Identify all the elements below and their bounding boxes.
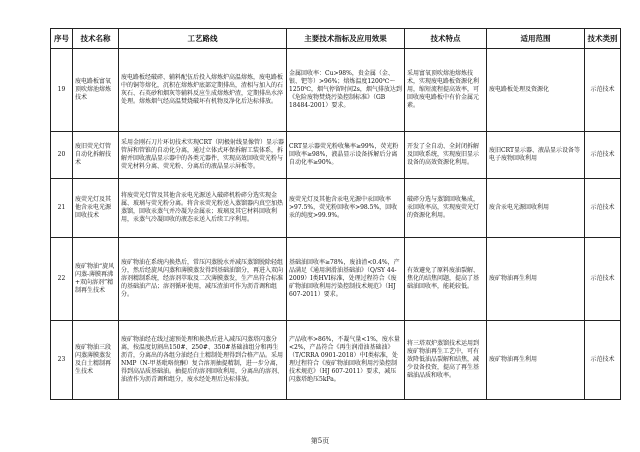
technology-category: 示范技术 bbox=[585, 179, 621, 238]
table-row bbox=[51, 179, 621, 238]
process-route: 废矿物油经在线过滤预处理和换热后进入减压闪蒸塔闪蒸分离，按温度切割出150#、250#、350#基础油组分和再生沥青，分离出的各组分油经白土精制处理得到合格产品。采用NMP（N-甲基吡咯烷酮）复合溶剂抽提精制，进一步分离，得到高品质基础油。抽提后的溶剂回收利用，分离出的溶剂、油渣作为沥青调和组分，废水经处理后达标排放。 bbox=[119, 321, 287, 400]
header-process: 工艺路线 bbox=[119, 29, 287, 49]
application-scope: 废电路板处理及资源化 bbox=[487, 49, 585, 132]
process-route: 采用金刚石刀片环切技术实现CRT（阴极射线显像管）显示器管屏和管锥的自动化分离，通过立体式环保拆解工装体系，拆解并回收液晶显示器中的各类元器件，实现高效回收荧光粉与荧光材料分离、荧光粉、分离后的液晶显示屏板等。 bbox=[119, 132, 287, 179]
technology-features: 开发了全自动、全封闭拆解及回收系统，实现废旧显示设备的高效资源化利用。 bbox=[405, 132, 487, 179]
key-indicators: CRT显示器荧光粉收集率≥99%，荧光粉回收率≥98%，液晶显示设备拆解后分离自动化率≥90%。 bbox=[287, 132, 405, 179]
header-name: 技术名称 bbox=[73, 29, 119, 49]
table-header-row bbox=[51, 29, 621, 49]
technology-features: 有效避免了原料废油裂解、焦化的结焦问题，提高了基础油回收率，能耗较低。 bbox=[405, 238, 487, 321]
technology-category: 示范技术 bbox=[585, 132, 621, 179]
row-number: 22 bbox=[51, 238, 73, 321]
table-row bbox=[51, 49, 621, 132]
header-features: 技术特点 bbox=[405, 29, 487, 49]
application-scope: 废矿物油再生利用 bbox=[487, 321, 585, 400]
header-scope: 适用范围 bbox=[487, 29, 585, 49]
process-route: 将废荧光灯管及其他含汞电光源送入破碎机粉碎分选实现金属、玻璃与荧光粉分离。将含汞荧光粉送入蒸馏器内真空加热蒸馏，回收汞蒸气并冷凝为金属汞；玻璃及其它材料回收利用，汞蒸气冷凝回收的液态汞送入后续工序利用。 bbox=[119, 179, 287, 238]
technology-category: 示范技术 bbox=[585, 321, 621, 400]
technology-name: 废电路板富氧顶吹熔池熔炼技术 bbox=[73, 49, 119, 132]
process-route: 废电路板经破碎、辅料配伍后投入熔炼炉高温熔炼，废电路板中的铜等熔化，沉积在熔炼炉底部定期排出，渣相与加入的石灰石、石英砂和烟灰等辅料反应生成熔炼炉渣，定期排出水淬处理。熔炼烟气经高温焚烧破坏有机物及净化后达标排放。 bbox=[119, 49, 287, 132]
row-number: 20 bbox=[51, 132, 73, 179]
key-indicators: 废荧光灯及其他含汞电光源中汞回收率>97.5%，荧光粉回收率>98.5%，回收汞的纯度>99.9%。 bbox=[287, 179, 405, 238]
key-indicators: 产品收率>86%，不凝气量<1%，废水量<2%，产品符合《再生润滑油基础油》（T/CRRA 0901-2018）中I类标准，处理过程符合《废矿物油回收利用污染控制技术规范》（HJ 607-2011）要求，减压闪蒸塔绝压5kPa。 bbox=[287, 321, 405, 400]
technology-name: 废旧荧光灯管自动化拆解技术 bbox=[73, 132, 119, 179]
header-indicators: 主要技术指标及应用效果 bbox=[287, 29, 405, 49]
key-indicators: 金属回收率：Cu>98%，贵金属（金、银、钯等）>96%；熔炼温度1200℃～1250℃，烟气停留时间2s，烟气排放达到《危险废物焚烧污染控制标准》（GB 18484-2001）要求。 bbox=[287, 49, 405, 132]
page-number: 第5页 bbox=[310, 437, 330, 445]
technology-name: 废矿物油三段闪蒸薄膜蒸发及白土精制再生技术 bbox=[73, 321, 119, 400]
application-scope: 废旧CRT显示器、液晶显示设备等电子废物回收利用 bbox=[487, 132, 585, 179]
technology-features: 采用富氧顶吹熔池熔炼技术，实现废电路板资源化利用，缩短流程提高效率，可回收废电路板中有价金属元素。 bbox=[405, 49, 487, 132]
table-row bbox=[51, 238, 621, 321]
key-indicators: 基础油回收率≥78%，废油渣<0.4%，产品满足《通用润滑油基础油》（Q/SY 44-2009）I类HVI标准，处理过程符合《废矿物油回收利用污染控制技术规范》（HJ 607-2011）要求。 bbox=[287, 238, 405, 321]
row-number: 19 bbox=[51, 49, 73, 132]
technology-features: 破碎分选与蒸馏回收集成，汞回收率高，实现废荧光灯的资源化利用。 bbox=[405, 179, 487, 238]
technology-features: 将三塔双炉蒸馏技术运用到废矿物油再生工艺中，可有效降低油品裂解和结焦，减少设备投资，提高了再生基础油品质和收率。 bbox=[405, 321, 487, 400]
application-scope: 废含汞电光源回收利用 bbox=[487, 179, 585, 238]
header-no: 序号 bbox=[51, 29, 73, 49]
table-row bbox=[51, 321, 621, 400]
technology-category: 示范技术 bbox=[585, 49, 621, 132]
process-route: 废矿物油在系统内换热后，常压闪蒸脱水并减压蒸馏脱除轻组分，然后经旋风闪蒸和薄膜蒸发得到基础油馏分，再进入双向溶剂精制系统，经溶剂萃取及二次薄膜蒸发，生产出符合标准的基础油产品；溶剂循环使用，减压渣油可作为沥青调和组分。 bbox=[119, 238, 287, 321]
application-scope: 废矿物油再生利用 bbox=[487, 238, 585, 321]
technology-table bbox=[50, 28, 621, 400]
technology-category: 示范技术 bbox=[585, 238, 621, 321]
technology-name: 废矿物油“旋风闪蒸-薄膜再沸+双向溶剂”精制再生技术 bbox=[73, 238, 119, 321]
row-number: 21 bbox=[51, 179, 73, 238]
table-row bbox=[51, 132, 621, 179]
header-category: 技术类别 bbox=[585, 29, 621, 49]
technology-name: 废荧光灯及其他含汞电光源回收技术 bbox=[73, 179, 119, 238]
row-number: 23 bbox=[51, 321, 73, 400]
